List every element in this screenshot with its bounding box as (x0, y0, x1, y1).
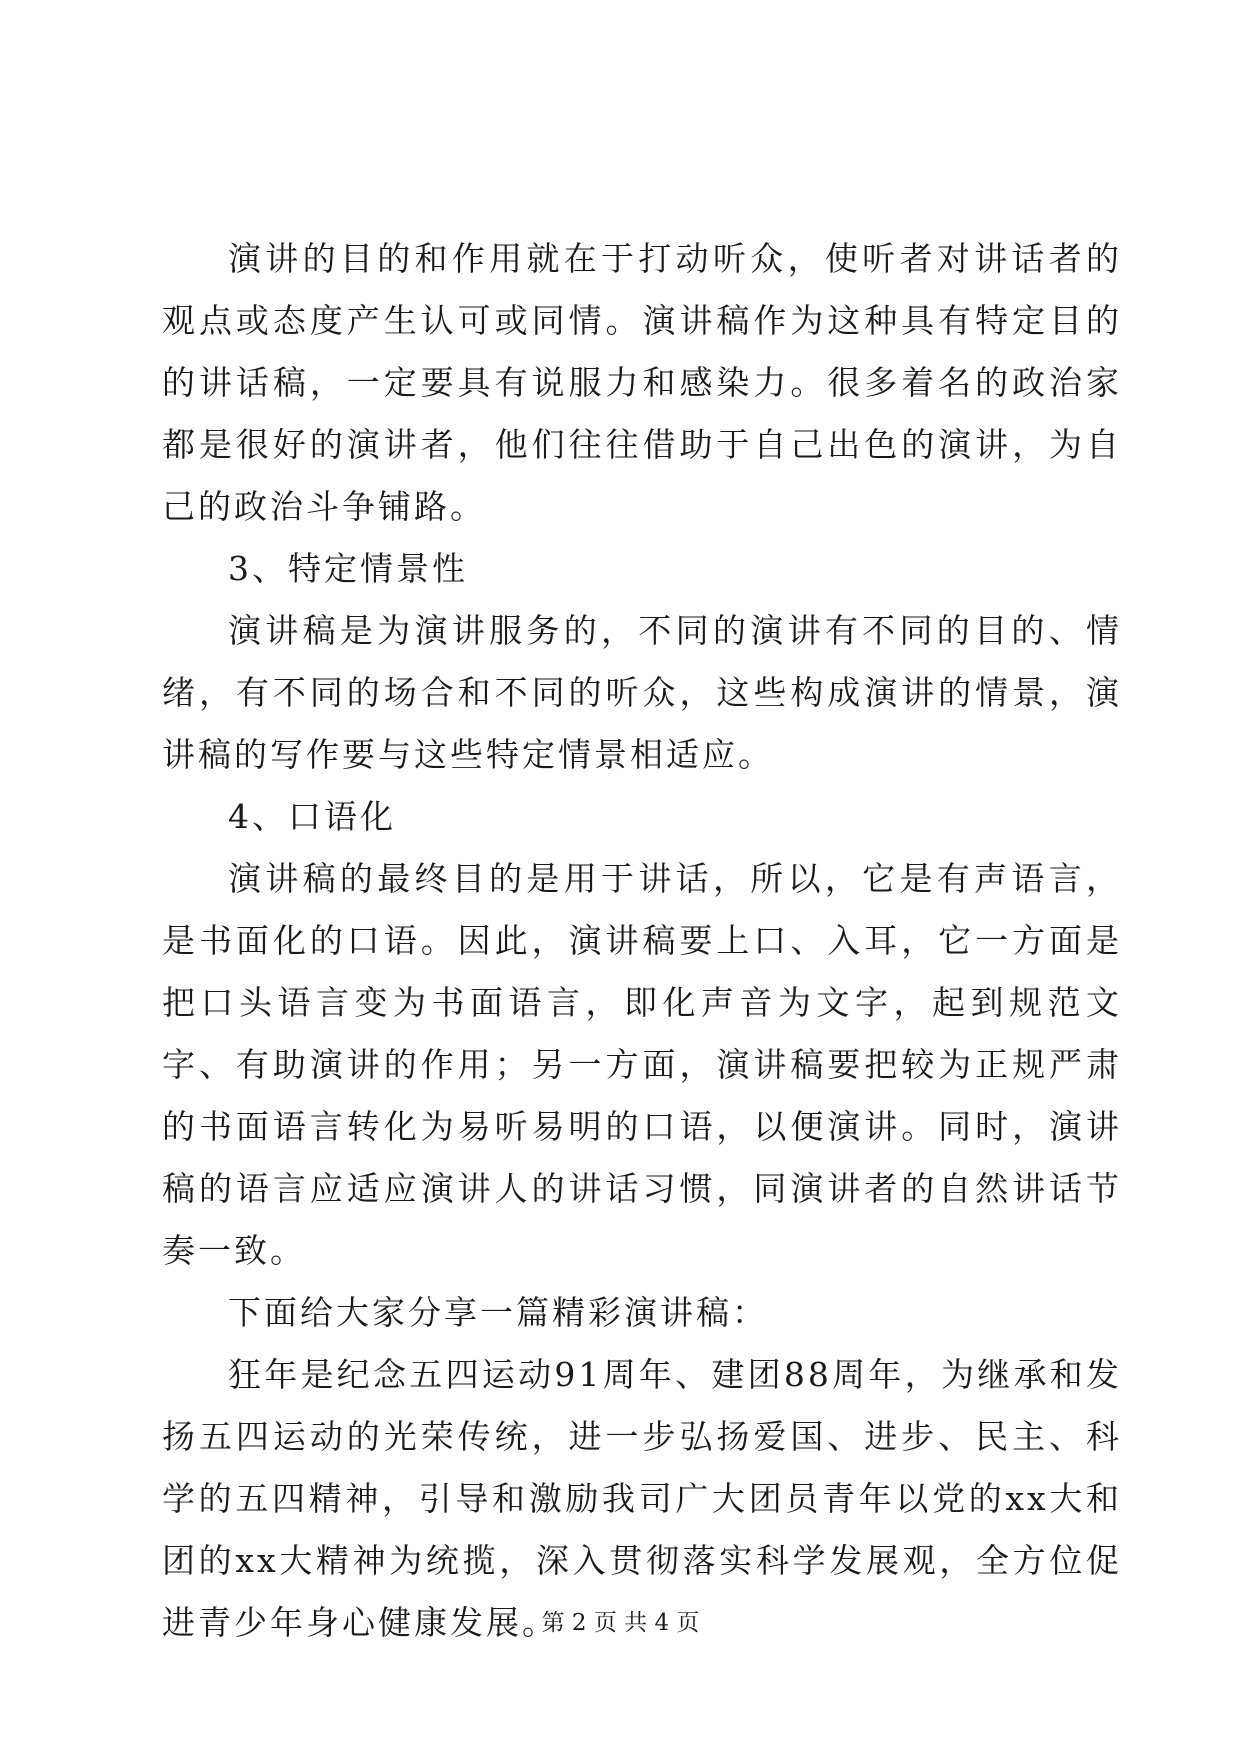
section-heading-oral: 4、口语化 (228, 797, 396, 836)
page-footer: 第 2 页 共 4 页 (541, 1610, 700, 1636)
section-heading-context: 3、特定情景性 (228, 549, 468, 588)
paragraph-sample-speech: 狂年是纪念五四运动91周年、建团88周年，为继承和发扬五四运动的光荣传统，进一步弘扬爱国、进步、民主、科学的五四精神，引导和激励我司广大团员青年以党的xx大和团的xx大精神为统揽，深入贯彻落实科学发展观，全方位促进青少年身心健康发展。 (162, 1355, 1122, 1642)
paragraph-oral: 演讲稿的最终目的是用于讲话，所以，它是有声语言，是书面化的口语。因此，演讲稿要上口、入耳，它一方面是把口头语言变为书面语言，即化声音为文字，起到规范文字、有助演讲的作用；另一方面，演讲稿要把较为正规严肃的书面语言转化为易听易明的口语，以便演讲。同时，演讲稿的语言应适应演讲人的讲话习惯，同演讲者的自然讲话节奏一致。 (162, 859, 1122, 1270)
paragraph-intro-sample: 下面给大家分享一篇精彩演讲稿： (228, 1293, 768, 1332)
document-body (162, 228, 1122, 1654)
paragraph-speech-purpose: 演讲的目的和作用就在于打动听众，使听者对讲话者的观点或态度产生认可或同情。演讲稿作为这种具有特定目的的讲话稿，一定要具有说服力和感染力。很多着名的政治家都是很好的演讲者，他们往往借助于自己出色的演讲，为自己的政治斗争铺路。 (162, 239, 1122, 526)
paragraph-context: 演讲稿是为演讲服务的，不同的演讲有不同的目的、情绪，有不同的场合和不同的听众，这些构成演讲的情景，演讲稿的写作要与这些特定情景相适应。 (162, 611, 1122, 774)
